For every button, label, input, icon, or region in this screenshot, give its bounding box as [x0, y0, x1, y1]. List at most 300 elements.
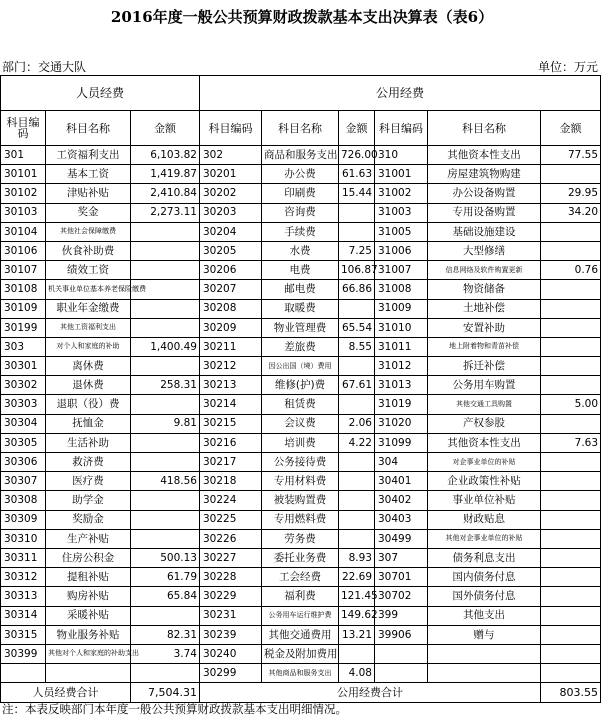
cell-amount	[131, 529, 200, 548]
cell-name: 绩效工资	[46, 261, 131, 280]
cell-code: 31009	[375, 299, 428, 318]
cell-code: 30103	[1, 203, 46, 222]
cell-code: 30207	[200, 280, 262, 299]
table-row	[1, 625, 601, 644]
cell-amount: 1,400.49	[131, 337, 200, 356]
cell-name: 产权参股	[428, 414, 541, 433]
cell-code: 31003	[375, 203, 428, 222]
cell-code: 31019	[375, 395, 428, 414]
cell-amount	[339, 203, 375, 222]
cell-code: 30205	[200, 241, 262, 260]
table-row	[1, 548, 601, 567]
table-row	[1, 203, 601, 222]
cell-code: 30305	[1, 433, 46, 452]
cell-code: 30204	[200, 222, 262, 241]
cell-amount	[541, 318, 601, 337]
cell-code: 30303	[1, 395, 46, 414]
table-row	[1, 472, 601, 491]
cell-amount: 34.20	[541, 203, 601, 222]
table-row	[1, 146, 601, 165]
cell-amount: 0.76	[541, 261, 601, 280]
cell-code: 30203	[200, 203, 262, 222]
cell-code: 30702	[375, 587, 428, 606]
cell-name: 其他社会保障缴费	[46, 222, 131, 241]
cell-code: 30102	[1, 184, 46, 203]
cell-code: 30212	[200, 357, 262, 376]
cell-name: 其他资本性支出	[428, 433, 541, 452]
cell-name: 租赁费	[262, 395, 339, 414]
cell-name: 国内债务付息	[428, 568, 541, 587]
cell-code: 30209	[200, 318, 262, 337]
cell-name: 对企事业单位的补贴	[428, 453, 541, 472]
footnote: 注：本表反映部门本年度一般公共预算财政拨款基本支出明细情况。	[2, 702, 347, 716]
cell-name: 土地补偿	[428, 299, 541, 318]
cell-name: 赠与	[428, 625, 541, 644]
cell-code: 30218	[200, 472, 262, 491]
table-row	[1, 165, 601, 184]
cell-code: 30225	[200, 510, 262, 529]
cell-code: 39906	[375, 625, 428, 644]
table-row	[1, 222, 601, 241]
cell-code	[375, 644, 428, 663]
cell-name: 委托业务费	[262, 548, 339, 567]
cell-name: 伙食补助费	[46, 241, 131, 260]
cell-amount: 67.61	[339, 376, 375, 395]
cell-amount	[541, 472, 601, 491]
personnel-section-header: 人员经费	[1, 76, 200, 111]
cell-name: 差旅费	[262, 337, 339, 356]
cell-code: 30304	[1, 414, 46, 433]
cell-name: 专用燃料费	[262, 510, 339, 529]
cell-code: 30231	[200, 606, 262, 625]
cell-code: 301	[1, 146, 46, 165]
cell-name: 其他交通工具购置	[428, 395, 541, 414]
col-header-amount: 金额	[541, 111, 601, 146]
cell-amount	[541, 491, 601, 510]
cell-name: 购房补贴	[46, 587, 131, 606]
cell-name: 大型修缮	[428, 241, 541, 260]
cell-name: 办公设备购置	[428, 184, 541, 203]
table-row	[1, 184, 601, 203]
table-row	[1, 606, 601, 625]
cell-amount	[541, 453, 601, 472]
cell-code: 30224	[200, 491, 262, 510]
cell-amount: 149.62	[339, 606, 375, 625]
cell-code: 30401	[375, 472, 428, 491]
cell-amount	[541, 299, 601, 318]
cell-name: 退休费	[46, 376, 131, 395]
cell-amount	[339, 472, 375, 491]
cell-name: 地上附着物和青苗补偿	[428, 337, 541, 356]
cell-code: 30217	[200, 453, 262, 472]
cell-name: 取暖费	[262, 299, 339, 318]
cell-amount: 6,103.82	[131, 146, 200, 165]
cell-amount: 5.00	[541, 395, 601, 414]
cell-code: 30306	[1, 453, 46, 472]
cell-name: 印刷费	[262, 184, 339, 203]
cell-code: 30199	[1, 318, 46, 337]
cell-name: 其他交通费用	[262, 625, 339, 644]
table-row	[1, 337, 601, 356]
cell-name: 被装购置费	[262, 491, 339, 510]
cell-code: 30299	[200, 664, 262, 683]
cell-name: 福利费	[262, 587, 339, 606]
table-row	[1, 241, 601, 260]
table-row	[1, 376, 601, 395]
cell-code: 30229	[200, 587, 262, 606]
cell-name: 物业服务补贴	[46, 625, 131, 644]
cell-amount	[339, 491, 375, 510]
table-row	[1, 510, 601, 529]
cell-amount: 82.31	[131, 625, 200, 644]
cell-code: 30315	[1, 625, 46, 644]
cell-amount	[131, 241, 200, 260]
cell-code: 31006	[375, 241, 428, 260]
cell-amount	[541, 606, 601, 625]
table-row	[1, 318, 601, 337]
cell-code: 30301	[1, 357, 46, 376]
cell-amount: 66.86	[339, 280, 375, 299]
cell-name: 退职（役）费	[46, 395, 131, 414]
page-title: 2016年度一般公共预算财政拨款基本支出决算表（表6）	[110, 8, 494, 26]
cell-amount	[131, 606, 200, 625]
col-header-code: 科目编码	[200, 111, 262, 146]
cell-code: 30104	[1, 222, 46, 241]
cell-name: 离休费	[46, 357, 131, 376]
cell-code: 30107	[1, 261, 46, 280]
cell-name: 公务用车运行维护费	[262, 606, 339, 625]
cell-amount	[131, 664, 200, 683]
cell-code: 30701	[375, 568, 428, 587]
cell-amount	[131, 261, 200, 280]
cell-code: 31011	[375, 337, 428, 356]
cell-name	[428, 664, 541, 683]
cell-code: 30211	[200, 337, 262, 356]
cell-amount	[541, 165, 601, 184]
cell-code: 30213	[200, 376, 262, 395]
cell-amount	[339, 644, 375, 663]
cell-code: 30308	[1, 491, 46, 510]
cell-code: 30402	[375, 491, 428, 510]
cell-name: 其他商品和服务支出	[262, 664, 339, 683]
cell-name: 住房公积金	[46, 548, 131, 567]
cell-name: 公务接待费	[262, 453, 339, 472]
cell-amount: 61.63	[339, 165, 375, 184]
cell-name: 奖励金	[46, 510, 131, 529]
cell-amount	[339, 453, 375, 472]
cell-amount	[131, 433, 200, 452]
cell-amount: 29.95	[541, 184, 601, 203]
cell-amount: 8.93	[339, 548, 375, 567]
personnel-total-value: 7,504.31	[131, 683, 200, 703]
table-row	[1, 587, 601, 606]
cell-amount	[541, 222, 601, 241]
cell-amount: 65.54	[339, 318, 375, 337]
cell-amount	[339, 395, 375, 414]
cell-name: 维修(护)费	[262, 376, 339, 395]
cell-name: 会议费	[262, 414, 339, 433]
cell-name: 医疗费	[46, 472, 131, 491]
cell-name: 基础设施建设	[428, 222, 541, 241]
cell-amount: 65.84	[131, 587, 200, 606]
cell-code: 30403	[375, 510, 428, 529]
col-header-code: 科目编码	[1, 111, 46, 146]
cell-name: 工会经费	[262, 568, 339, 587]
cell-code: 31020	[375, 414, 428, 433]
cell-amount: 3.74	[131, 644, 200, 663]
cell-amount	[339, 529, 375, 548]
cell-amount	[131, 395, 200, 414]
cell-code: 302	[200, 146, 262, 165]
cell-name: 对个人和家庭的补助	[46, 337, 131, 356]
table-row	[1, 414, 601, 433]
cell-name	[428, 644, 541, 663]
cell-code: 30108	[1, 280, 46, 299]
cell-amount	[131, 453, 200, 472]
cell-code: 30214	[200, 395, 262, 414]
cell-name: 企业政策性补贴	[428, 472, 541, 491]
cell-name: 物业管理费	[262, 318, 339, 337]
cell-amount	[541, 357, 601, 376]
table-row	[1, 491, 601, 510]
cell-amount: 418.56	[131, 472, 200, 491]
cell-code	[375, 664, 428, 683]
cell-name: 其他资本性支出	[428, 146, 541, 165]
cell-name: 抚恤金	[46, 414, 131, 433]
col-header-name: 科目名称	[262, 111, 339, 146]
cell-amount	[541, 280, 601, 299]
table-row	[1, 529, 601, 548]
department-label: 部门：交通大队	[2, 60, 87, 74]
cell-name: 水费	[262, 241, 339, 260]
personnel-total-label: 人员经费合计	[1, 683, 131, 703]
cell-name: 工资福利支出	[46, 146, 131, 165]
table-row	[1, 280, 601, 299]
unit-label: 单位：万元	[537, 60, 598, 74]
cell-code: 30106	[1, 241, 46, 260]
cell-code: 303	[1, 337, 46, 356]
cell-name: 债务利息支出	[428, 548, 541, 567]
cell-name: 电费	[262, 261, 339, 280]
cell-amount	[541, 337, 601, 356]
cell-code: 30312	[1, 568, 46, 587]
cell-name: 手续费	[262, 222, 339, 241]
cell-name: 助学金	[46, 491, 131, 510]
col-header-code: 科目编码	[375, 111, 428, 146]
cell-code: 30240	[200, 644, 262, 663]
cell-amount	[541, 241, 601, 260]
col-header-name: 科目名称	[428, 111, 541, 146]
table-row	[1, 433, 601, 452]
col-header-amount: 金额	[339, 111, 375, 146]
cell-name: 劳务费	[262, 529, 339, 548]
cell-name: 职业年金缴费	[46, 299, 131, 318]
cell-code: 30101	[1, 165, 46, 184]
cell-amount: 2,273.11	[131, 203, 200, 222]
cell-code: 31007	[375, 261, 428, 280]
cell-name: 安置补助	[428, 318, 541, 337]
cell-amount: 4.08	[339, 664, 375, 683]
cell-amount	[541, 414, 601, 433]
cell-amount: 121.45	[339, 587, 375, 606]
cell-code: 30302	[1, 376, 46, 395]
cell-code: 31010	[375, 318, 428, 337]
cell-name: 物资储备	[428, 280, 541, 299]
cell-amount	[131, 222, 200, 241]
table-row	[1, 568, 601, 587]
cell-amount: 7.25	[339, 241, 375, 260]
cell-amount	[541, 644, 601, 663]
cell-code: 31012	[375, 357, 428, 376]
cell-amount	[131, 357, 200, 376]
cell-name: 其他工资福利支出	[46, 318, 131, 337]
col-header-name: 科目名称	[46, 111, 131, 146]
cell-name: 财政贴息	[428, 510, 541, 529]
cell-amount: 22.69	[339, 568, 375, 587]
cell-amount	[339, 299, 375, 318]
cell-code: 30228	[200, 568, 262, 587]
public-section-header: 公用经费	[200, 76, 601, 111]
cell-code: 30314	[1, 606, 46, 625]
table-row	[1, 357, 601, 376]
cell-amount	[131, 318, 200, 337]
table-row	[1, 395, 601, 414]
cell-name: 救济费	[46, 453, 131, 472]
cell-name: 奖金	[46, 203, 131, 222]
cell-code: 399	[375, 606, 428, 625]
cell-amount: 106.87	[339, 261, 375, 280]
cell-amount: 1,419.87	[131, 165, 200, 184]
cell-name: 其他对企事业单位的补贴	[428, 529, 541, 548]
cell-name: 邮电费	[262, 280, 339, 299]
cell-code: 31013	[375, 376, 428, 395]
cell-code: 30311	[1, 548, 46, 567]
cell-name: 基本工资	[46, 165, 131, 184]
cell-name: 其他支出	[428, 606, 541, 625]
cell-name: 生产补贴	[46, 529, 131, 548]
cell-amount	[541, 376, 601, 395]
cell-code: 31001	[375, 165, 428, 184]
cell-name: 房屋建筑物购建	[428, 165, 541, 184]
cell-amount: 258.31	[131, 376, 200, 395]
table-row	[1, 664, 601, 683]
cell-amount: 9.81	[131, 414, 200, 433]
cell-amount	[131, 510, 200, 529]
cell-code: 30208	[200, 299, 262, 318]
cell-code	[1, 664, 46, 683]
cell-amount	[541, 568, 601, 587]
totals-row	[1, 683, 601, 703]
cell-name	[46, 664, 131, 683]
cell-code: 307	[375, 548, 428, 567]
expenditure-table	[0, 75, 601, 703]
table-row	[1, 261, 601, 280]
table-row	[1, 299, 601, 318]
cell-name: 机关事业单位基本养老保险缴费	[46, 280, 131, 299]
cell-amount	[541, 625, 601, 644]
cell-name: 商品和服务支出	[262, 146, 339, 165]
cell-amount	[339, 510, 375, 529]
public-total-label: 公用经费合计	[200, 683, 541, 703]
cell-name: 税金及附加费用	[262, 644, 339, 663]
cell-code: 31099	[375, 433, 428, 452]
cell-code: 30227	[200, 548, 262, 567]
cell-name: 其他对个人和家庭的补助支出	[46, 644, 131, 663]
cell-amount	[131, 491, 200, 510]
cell-amount: 8.55	[339, 337, 375, 356]
cell-name: 事业单位补贴	[428, 491, 541, 510]
cell-code: 30313	[1, 587, 46, 606]
cell-code: 30109	[1, 299, 46, 318]
cell-amount: 13.21	[339, 625, 375, 644]
cell-amount: 2.06	[339, 414, 375, 433]
col-header-amount: 金额	[131, 111, 200, 146]
cell-code: 30201	[200, 165, 262, 184]
cell-amount	[541, 587, 601, 606]
cell-name: 提租补贴	[46, 568, 131, 587]
cell-amount: 726.00	[339, 146, 375, 165]
cell-code: 30239	[200, 625, 262, 644]
cell-amount	[541, 510, 601, 529]
cell-amount: 4.22	[339, 433, 375, 452]
cell-amount	[339, 222, 375, 241]
cell-code: 30310	[1, 529, 46, 548]
cell-amount: 7.63	[541, 433, 601, 452]
cell-amount	[541, 664, 601, 683]
cell-code: 30216	[200, 433, 262, 452]
cell-amount: 61.79	[131, 568, 200, 587]
cell-amount: 500.13	[131, 548, 200, 567]
cell-code: 30499	[375, 529, 428, 548]
cell-code: 304	[375, 453, 428, 472]
cell-name: 专用设备购置	[428, 203, 541, 222]
cell-name: 生活补助	[46, 433, 131, 452]
cell-code: 310	[375, 146, 428, 165]
cell-amount	[131, 299, 200, 318]
cell-amount: 15.44	[339, 184, 375, 203]
cell-name: 采暖补贴	[46, 606, 131, 625]
public-total-value: 803.55	[541, 683, 601, 703]
cell-code: 30309	[1, 510, 46, 529]
cell-name: 国外债务付息	[428, 587, 541, 606]
cell-name: 公务用车购置	[428, 376, 541, 395]
cell-code: 31002	[375, 184, 428, 203]
table-row	[1, 453, 601, 472]
cell-name: 拆迁补偿	[428, 357, 541, 376]
cell-name: 办公费	[262, 165, 339, 184]
cell-name: 信息网络及软件购置更新	[428, 261, 541, 280]
cell-amount	[541, 548, 601, 567]
cell-code: 30399	[1, 644, 46, 663]
cell-amount: 2,410.84	[131, 184, 200, 203]
cell-amount: 77.55	[541, 146, 601, 165]
cell-name: 专用材料费	[262, 472, 339, 491]
cell-code: 31008	[375, 280, 428, 299]
cell-amount	[541, 529, 601, 548]
cell-name: 咨询费	[262, 203, 339, 222]
cell-amount	[339, 357, 375, 376]
cell-code: 30215	[200, 414, 262, 433]
cell-code: 31005	[375, 222, 428, 241]
cell-code: 30206	[200, 261, 262, 280]
cell-name: 培训费	[262, 433, 339, 452]
cell-code: 30202	[200, 184, 262, 203]
table-row	[1, 644, 601, 663]
cell-name: 因公出国（境）费用	[262, 357, 339, 376]
cell-name: 津贴补贴	[46, 184, 131, 203]
cell-code: 30226	[200, 529, 262, 548]
cell-code: 30307	[1, 472, 46, 491]
